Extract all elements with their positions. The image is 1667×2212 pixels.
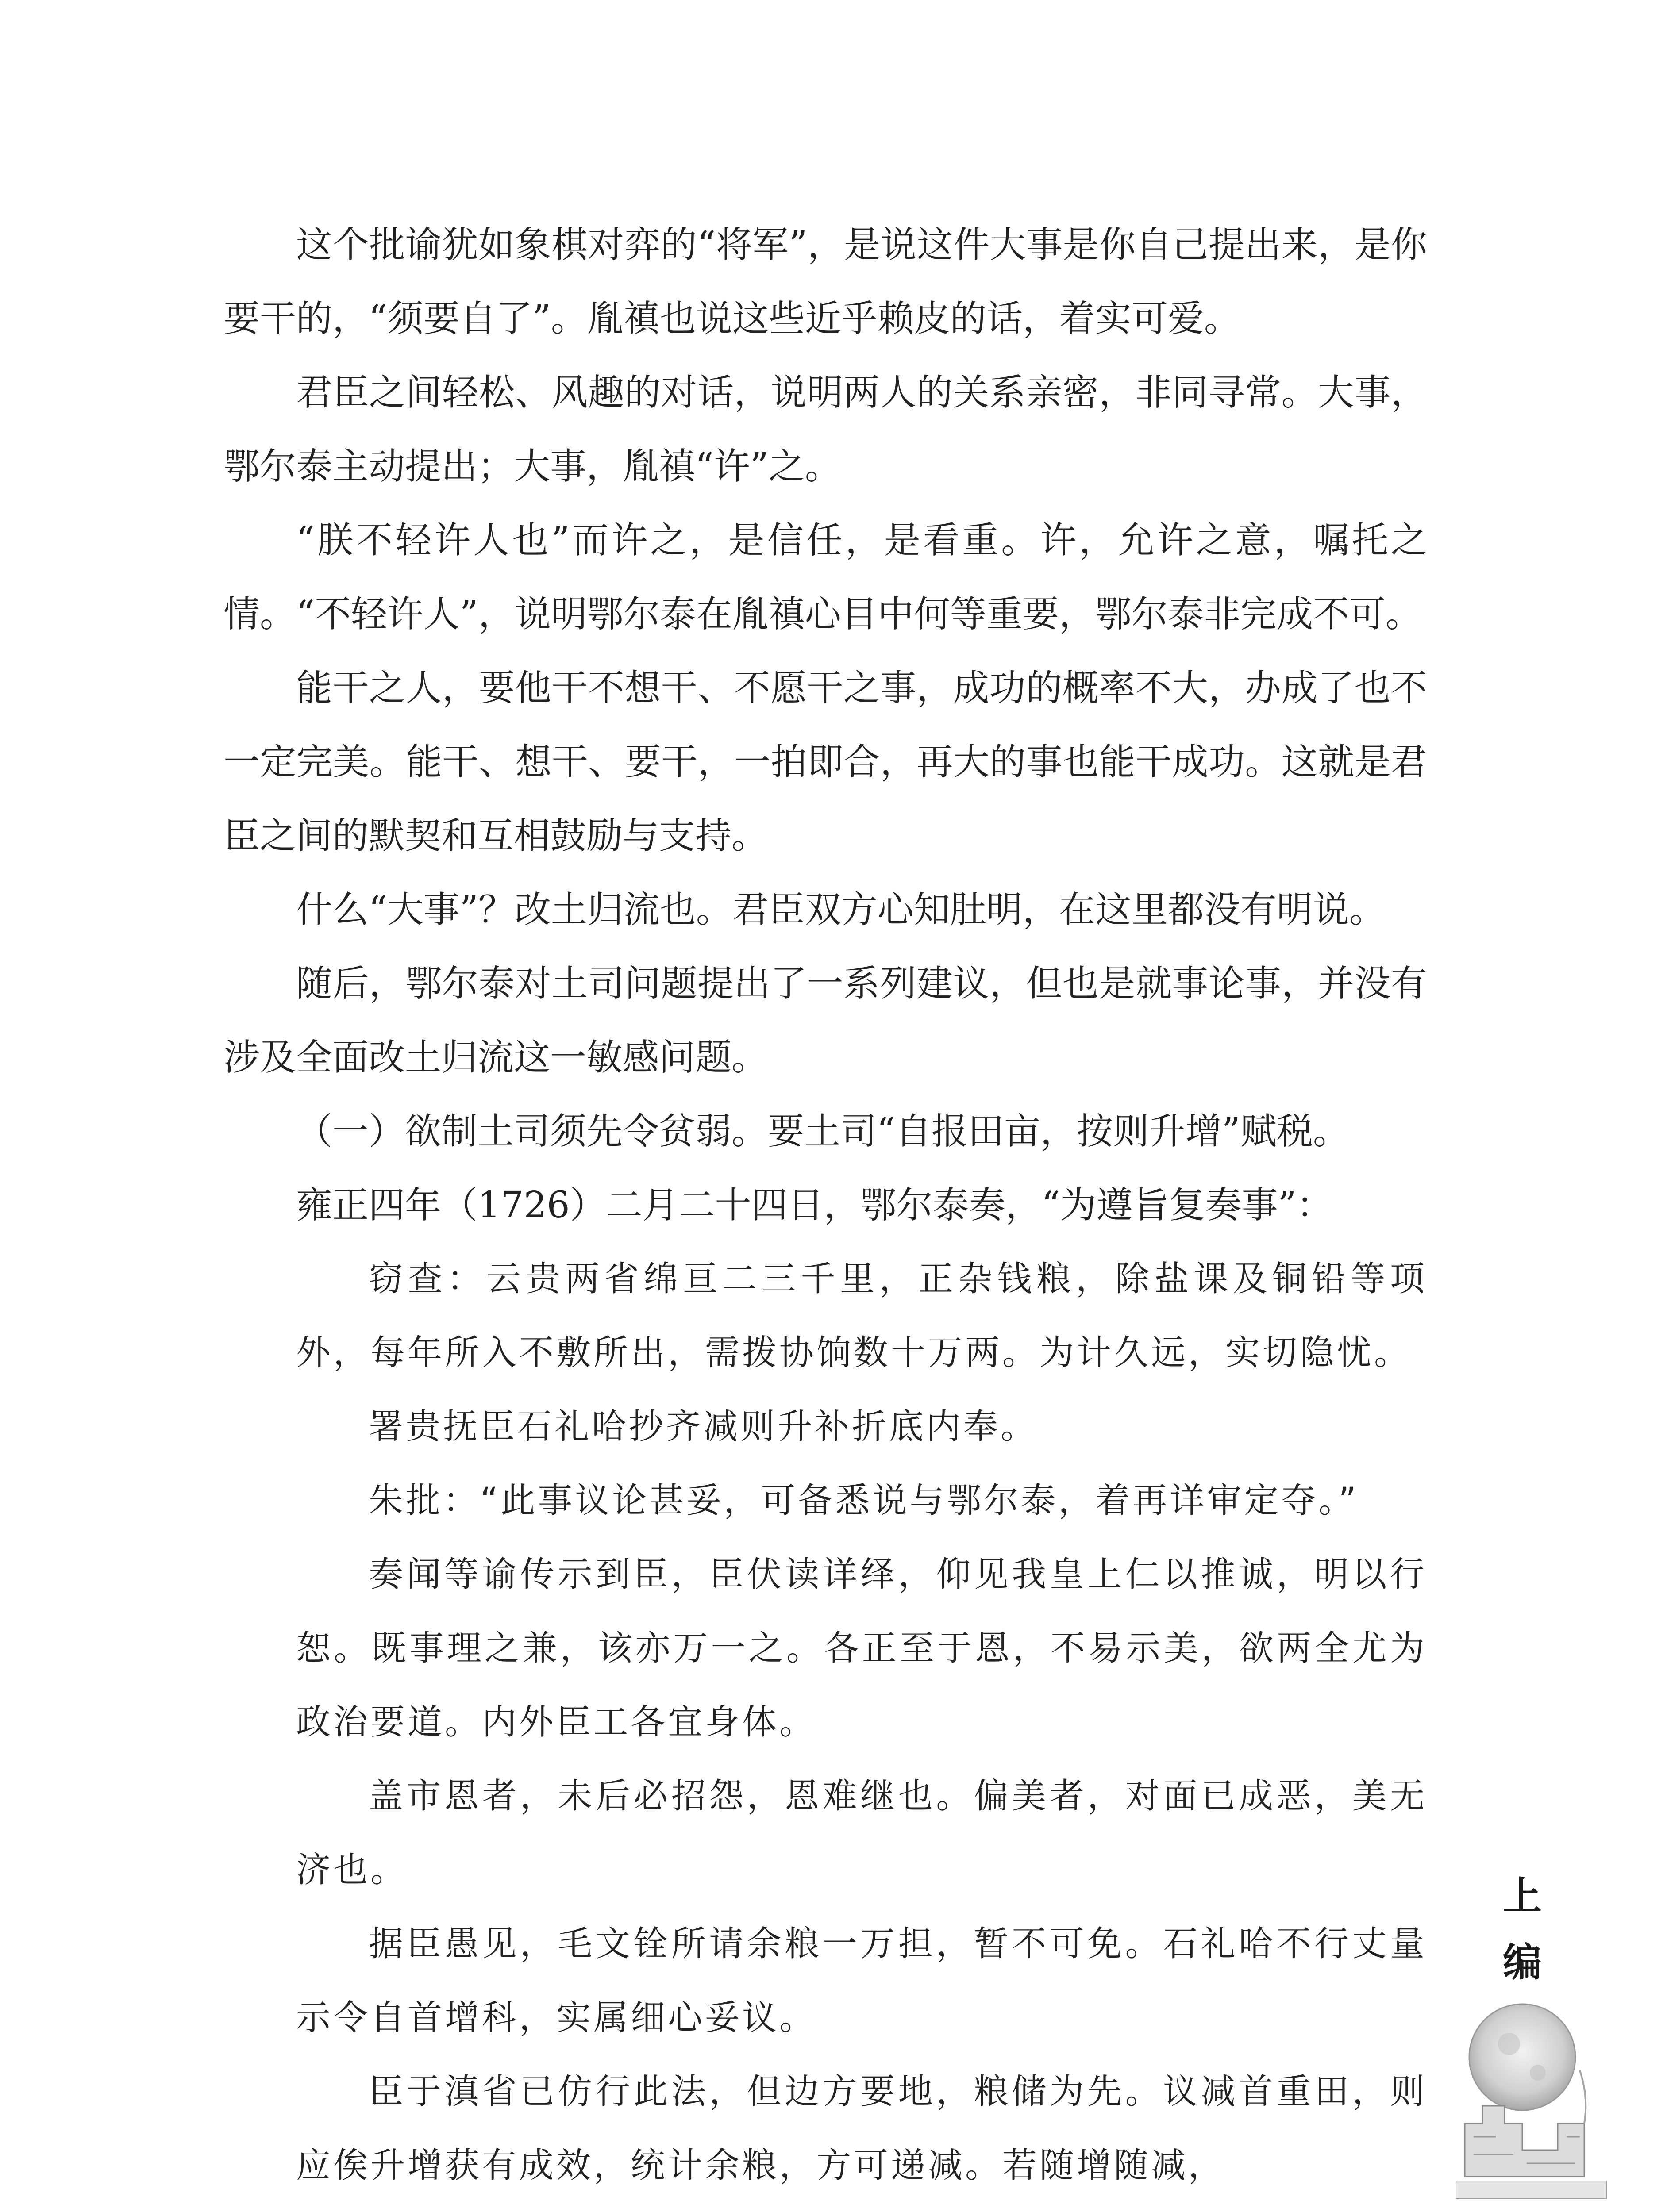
paragraph: 雍正四年（1726）二月二十四日，鄂尔泰奏，“为遵旨复奏事”： <box>296 1184 1333 1226</box>
paragraph: 君臣之间轻松、风趣的对话，说明两人的关系亲密，非同寻常。大事，鄂尔泰主动提出；大事，胤禛“许”之。 <box>223 372 1427 488</box>
paragraph: 这个批谕犹如象棋对弈的“将军”，是说这件大事是你自己提出来，是你要干的，“须要自了”。胤禛也说这些近乎赖皮的话，着实可爱。 <box>223 224 1427 340</box>
quote-paragraph: 奏闻等谕传示到臣，臣伏读详绎，仰见我皇上仁以推诚，明以行恕。既事理之兼，该亦万一之。各正至于恩，不易示美，欲两全尤为政治要道。内外臣工各宜身体。 <box>296 1555 1427 1742</box>
quote-paragraph: 窃查：云贵两省绵亘二三千里，正杂钱粮，除盐课及铜铅等项外，每年所入不敷所出，需拨协饷数十万两。为计久远，实切隐忧。 <box>296 1259 1427 1373</box>
quote-paragraph: 据臣愚见，毛文铨所请余粮一万担，暂不可免。石礼哈不行丈量示令自首增科，实属细心妥议。 <box>296 1924 1427 2038</box>
memorial-quote <box>223 1242 1427 2203</box>
section-heading: （一）欲制土司须先令贫弱。要土司“自报田亩，按则升增”赋税。 <box>296 1110 1349 1152</box>
quote-paragraph: 署贵抚臣石礼哈抄齐减则升补折底内奉。 <box>369 1407 1038 1447</box>
paragraph: 什么“大事”？改土归流也。君臣双方心知肚明，在这里都没有明说。 <box>296 889 1386 931</box>
decorative-illustration-icon <box>1456 1991 1615 2212</box>
side-tab-char: 上 <box>1502 1873 1542 1919</box>
quote-paragraph: 朱批：“此事议论甚妥，可备悉说与鄂尔泰，着再详审定夺。” <box>369 1481 1359 1521</box>
paragraph: “朕不轻许人也”而许之，是信任，是看重。许，允许之意，嘱托之情。“不轻许人”，说明鄂尔泰在胤禛心目中何等重要，鄂尔泰非完成不可。 <box>223 519 1427 635</box>
side-tab-char: 编 <box>1502 1939 1542 1985</box>
main-text <box>223 208 1427 2203</box>
section-side-tab <box>1474 1863 1571 1995</box>
quote-paragraph: 盖市恩者，未后必招怨，恩难继也。偏美者，对面已成恶，美无济也。 <box>296 1776 1427 1890</box>
paragraph: 随后，鄂尔泰对土司问题提出了一系列建议，但也是就事论事，并没有涉及全面改土归流这一敏感问题。 <box>223 963 1427 1079</box>
quote-paragraph: 臣于滇省已仿行此法，但边方要地，粮储为先。议减首重田，则应俟升增获有成效，统计余粮，方可递减。若随增随减， <box>296 2072 1427 2185</box>
paragraph: 能干之人，要他干不想干、不愿干之事，成功的概率不大，办成了也不一定完美。能干、想干、要干，一拍即合，再大的事也能干成功。这就是君臣之间的默契和互相鼓励与支持。 <box>223 667 1427 857</box>
